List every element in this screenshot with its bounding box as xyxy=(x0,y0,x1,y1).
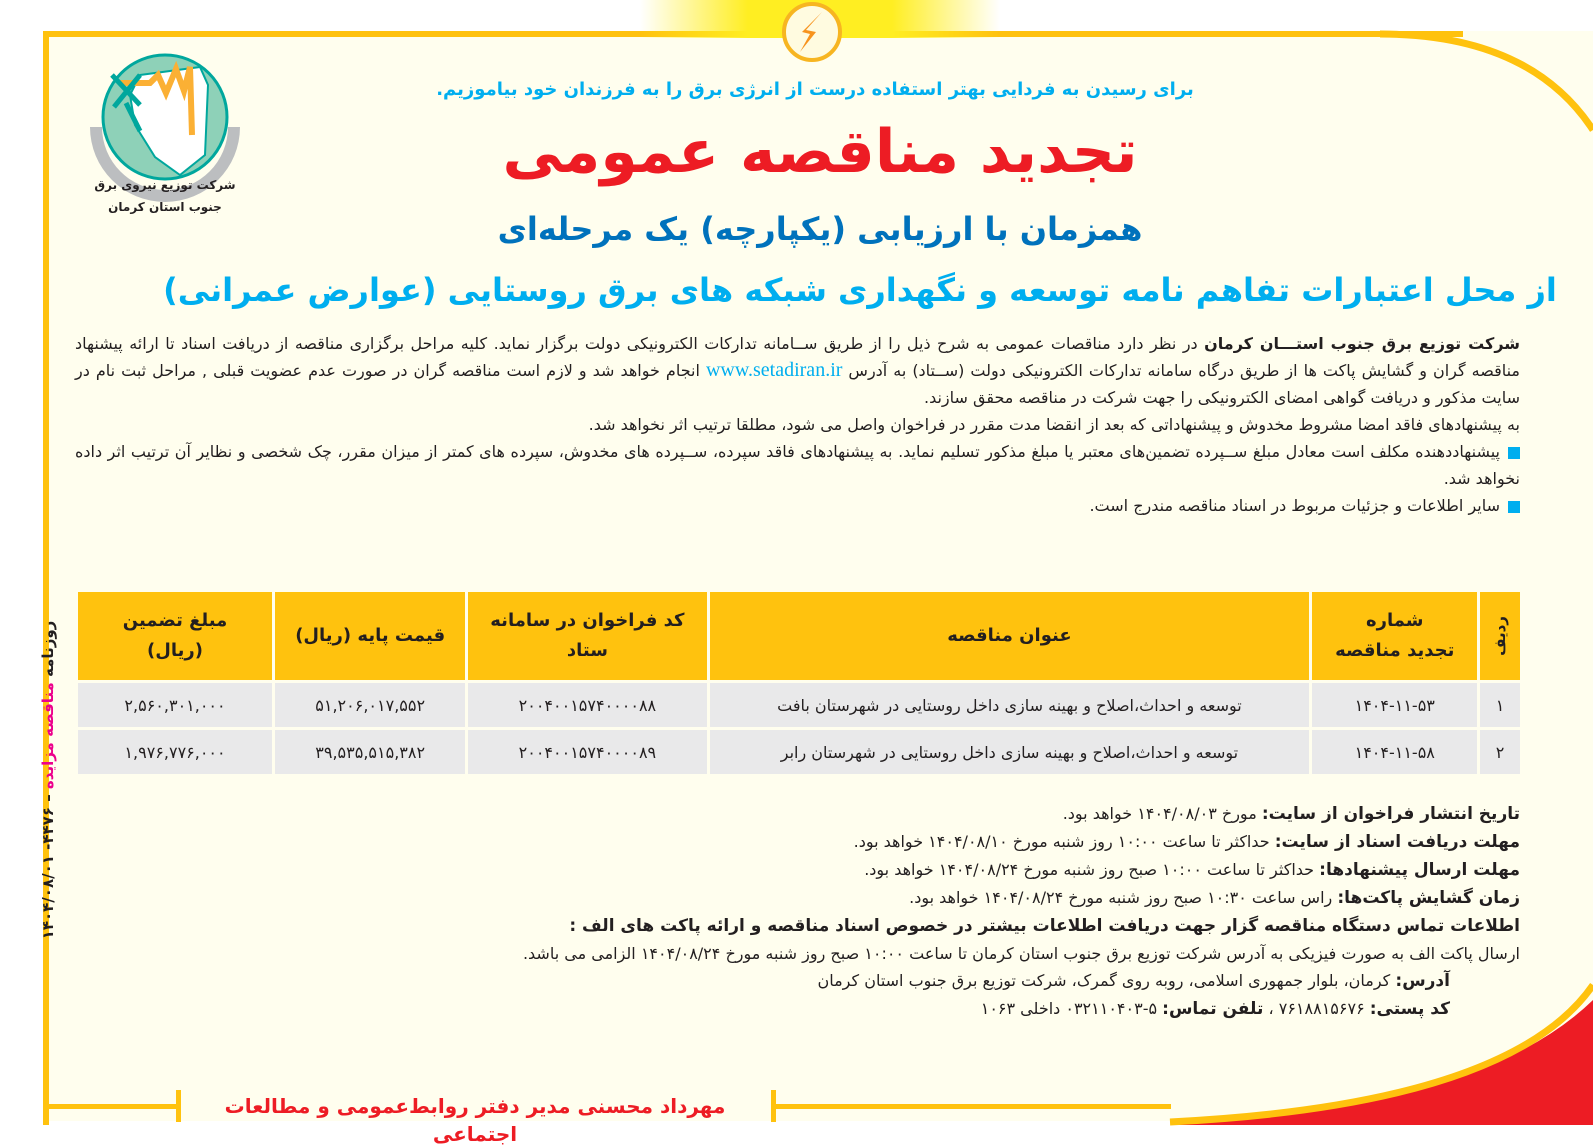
cell-row-number: ۱ xyxy=(1480,683,1520,727)
publish-date-line: تاریخ انتشار فراخوان از سایت: مورخ ۱۴۰۴/۰۸/۰۳ خواهد بود. xyxy=(1062,804,1520,824)
bullet-deposit-text: پیشنهاددهنده مکلف است معادل مبلغ ســپرده تضمین‌های معتبر یا مبلغ مذکور تسلیم نماید. به پیشنهادهای فاقد سپرده، ســپرده های مخدوش، سپرده های کمتر از میزان مقرر، چک شخصی و نظایر آن ترتیب اثر داده نخواهد شد. xyxy=(75,442,1520,488)
intro-line-invalid-offers: به پیشنهادهای فاقد امضا مشروط مخدوش و پیشنهاداتی که بعد از انقضا مدت مقرر در فراخوان واصل می شود، مطلقا ترتیب اثر نخواهد شد. xyxy=(588,415,1520,434)
bullet-other-info-text: سایر اطلاعات و جزئیات مربوط در اسناد مناقصه مندرج است. xyxy=(1089,496,1500,515)
newspaper-stamp xyxy=(38,610,58,950)
signature: مهرداد محسنی مدیر دفتر روابط‌عمومی و مطالعات اجتماعی xyxy=(224,1094,726,1146)
intro-text-1: در نظر دارد مناقصات عمومی به شرح ذیل را از طریق ســامانه تدارکات الکترونیکی دولت برگزار نماید. کلیه مراحل برگزاری مناقصه از دریافت اسناد تا ارائه پیشنهاد مناقصه گران و گشایش پاکت ها از طریق درگاه سامانه تدارکات الکترونیکی دولت (ســتاد) به آدرس xyxy=(75,334,1520,380)
table-row xyxy=(78,730,1520,774)
logo-caption-line2: جنوب استان کرمان xyxy=(108,200,222,214)
header-row-number: ردیف xyxy=(1480,592,1520,680)
contact-heading: اطلاعات تماس دستگاه مناقصه گزار جهت دریافت اطلاعات بیشتر در خصوص اسناد مناقصه و ارائه پاکت های الف : xyxy=(569,916,1520,936)
cell-call-code: ۲۰۰۴۰۰۱۵۷۴۰۰۰۰۸۹ xyxy=(468,730,706,774)
logo-caption xyxy=(70,174,260,218)
header-tender-number: شماره تجدید مناقصه xyxy=(1312,592,1477,680)
cell-tender-title: توسعه و احداث،اصلاح و بهینه سازی داخل روستایی در شهرستان رابر xyxy=(710,730,1310,774)
address-line: آدرس: کرمان، بلوار جمهوری اسلامی، روبه روی گمرک، شرکت توزیع برق جنوب استان کرمان xyxy=(817,971,1450,991)
header-call-code: کد فراخوان در سامانه ستاد xyxy=(468,592,706,680)
header-base-price: قیمت پایه (ریال) xyxy=(275,592,465,680)
tender-table xyxy=(75,589,1523,777)
setadiran-link[interactable]: www.setadiran.ir xyxy=(705,359,843,381)
cell-tender-title: توسعه و احداث،اصلاح و بهینه سازی داخل روستایی در شهرستان بافت xyxy=(710,683,1310,727)
cell-tender-number: ۱۴۰۴-۱۱-۵۳ xyxy=(1312,683,1477,727)
cell-guarantee: ۲,۵۶۰,۳۰۱,۰۰۰ xyxy=(78,683,272,727)
stamp-issue: – ۴۴۷۶- ۱۴۰۴/۰۸/۰۱ xyxy=(39,794,57,940)
packet-note: ارسال پاکت الف به صورت فیزیکی به آدرس شرکت توزیع برق جنوب استان کرمان تا ساعت ۱۰:۰۰ صبح روز شنبه مورخ ۱۴۰۴/۰۸/۲۴ الزامی می باشد. xyxy=(522,944,1520,963)
page-title: تجدید مناقصه عمومی xyxy=(502,117,1138,187)
signature-rule-right xyxy=(771,1104,1171,1109)
bullet-square-icon xyxy=(1508,501,1520,513)
intro-text-2: انجام خواهد شد و لازم است مناقصه گران در صورت عدم عضویت قبلی , مراحل ثبت نام در سایت مذکور و دریافت گواهی امضای الکترونیکی را جهت شرکت در مناقصه محقق سازند. xyxy=(75,361,1520,407)
docs-deadline-line: مهلت دریافت اسناد از سایت: حداکثر تا ساعت ۱۰:۰۰ روز شنبه مورخ ۱۴۰۴/۰۸/۱۰ خواهد بود. xyxy=(853,832,1520,852)
cell-base-price: ۵۱,۲۰۶,۰۱۷,۵۵۲ xyxy=(275,683,465,727)
slogan: برای رسیدن به فردایی بهتر استفاده درست از انرژی برق را به فرزندان خود بیاموزیم. xyxy=(436,79,1194,100)
subtitle-evaluation: همزمان با ارزیابی (یکپارچه) یک مرحله‌ای xyxy=(497,210,1143,248)
stamp-brand: مناقصه مزایده xyxy=(39,682,57,790)
signature-rule-left xyxy=(43,1104,178,1109)
cell-call-code: ۲۰۰۴۰۰۱۵۷۴۰۰۰۰۸۸ xyxy=(468,683,706,727)
bullet-deposit xyxy=(75,438,1520,492)
submit-deadline-line: مهلت ارسال پیشنهادها: حداکثر تا ساعت ۱۰:۰۰ صبح روز شنبه مورخ ۱۴۰۴/۰۸/۲۴ خواهد بود. xyxy=(864,860,1520,880)
bullet-square-icon xyxy=(1508,447,1520,459)
subtitle-funding: از محل اعتبارات تفاهم نامه توسعه و نگهداری شبکه های برق روستایی (عوارض عمرانی) xyxy=(163,271,1557,309)
cell-tender-number: ۱۴۰۴-۱۱-۵۸ xyxy=(1312,730,1477,774)
header-tender-title: عنوان مناقصه xyxy=(710,592,1310,680)
intro-paragraph xyxy=(75,330,1520,411)
table-header-row xyxy=(78,592,1520,680)
top-right-arc xyxy=(1380,34,1593,130)
header-guarantee: مبلغ تضمین (ریال) xyxy=(78,592,272,680)
table-row xyxy=(78,683,1520,727)
lightning-bolt-icon xyxy=(782,2,842,62)
details-section xyxy=(75,800,1520,1023)
logo-caption-line1: شرکت توزیع نیروی برق xyxy=(94,178,236,192)
cell-base-price: ۳۹,۵۳۵,۵۱۵,۳۸۲ xyxy=(275,730,465,774)
postal-phone-line: کد پستی: ۷۶۱۸۸۱۵۶۷۶ ، تلفن تماس: ۵-۰۳۲۱۱۰۴۰۳ داخلی ۱۰۶۳ xyxy=(980,999,1450,1019)
cell-row-number: ۲ xyxy=(1480,730,1520,774)
intro-section xyxy=(75,330,1520,580)
cell-guarantee: ۱,۹۷۶,۷۷۶,۰۰۰ xyxy=(78,730,272,774)
bullet-other-info xyxy=(75,492,1520,519)
company-name: شرکت توزیع برق جنوب استـــان کرمان xyxy=(1204,334,1521,353)
opening-time-line: زمان گشایش پاکت‌ها: راس ساعت ۱۰:۳۰ صبح روز شنبه مورخ ۱۴۰۴/۰۸/۲۴ خواهد بود. xyxy=(909,888,1520,908)
stamp-prefix: روزنامه xyxy=(39,620,57,677)
